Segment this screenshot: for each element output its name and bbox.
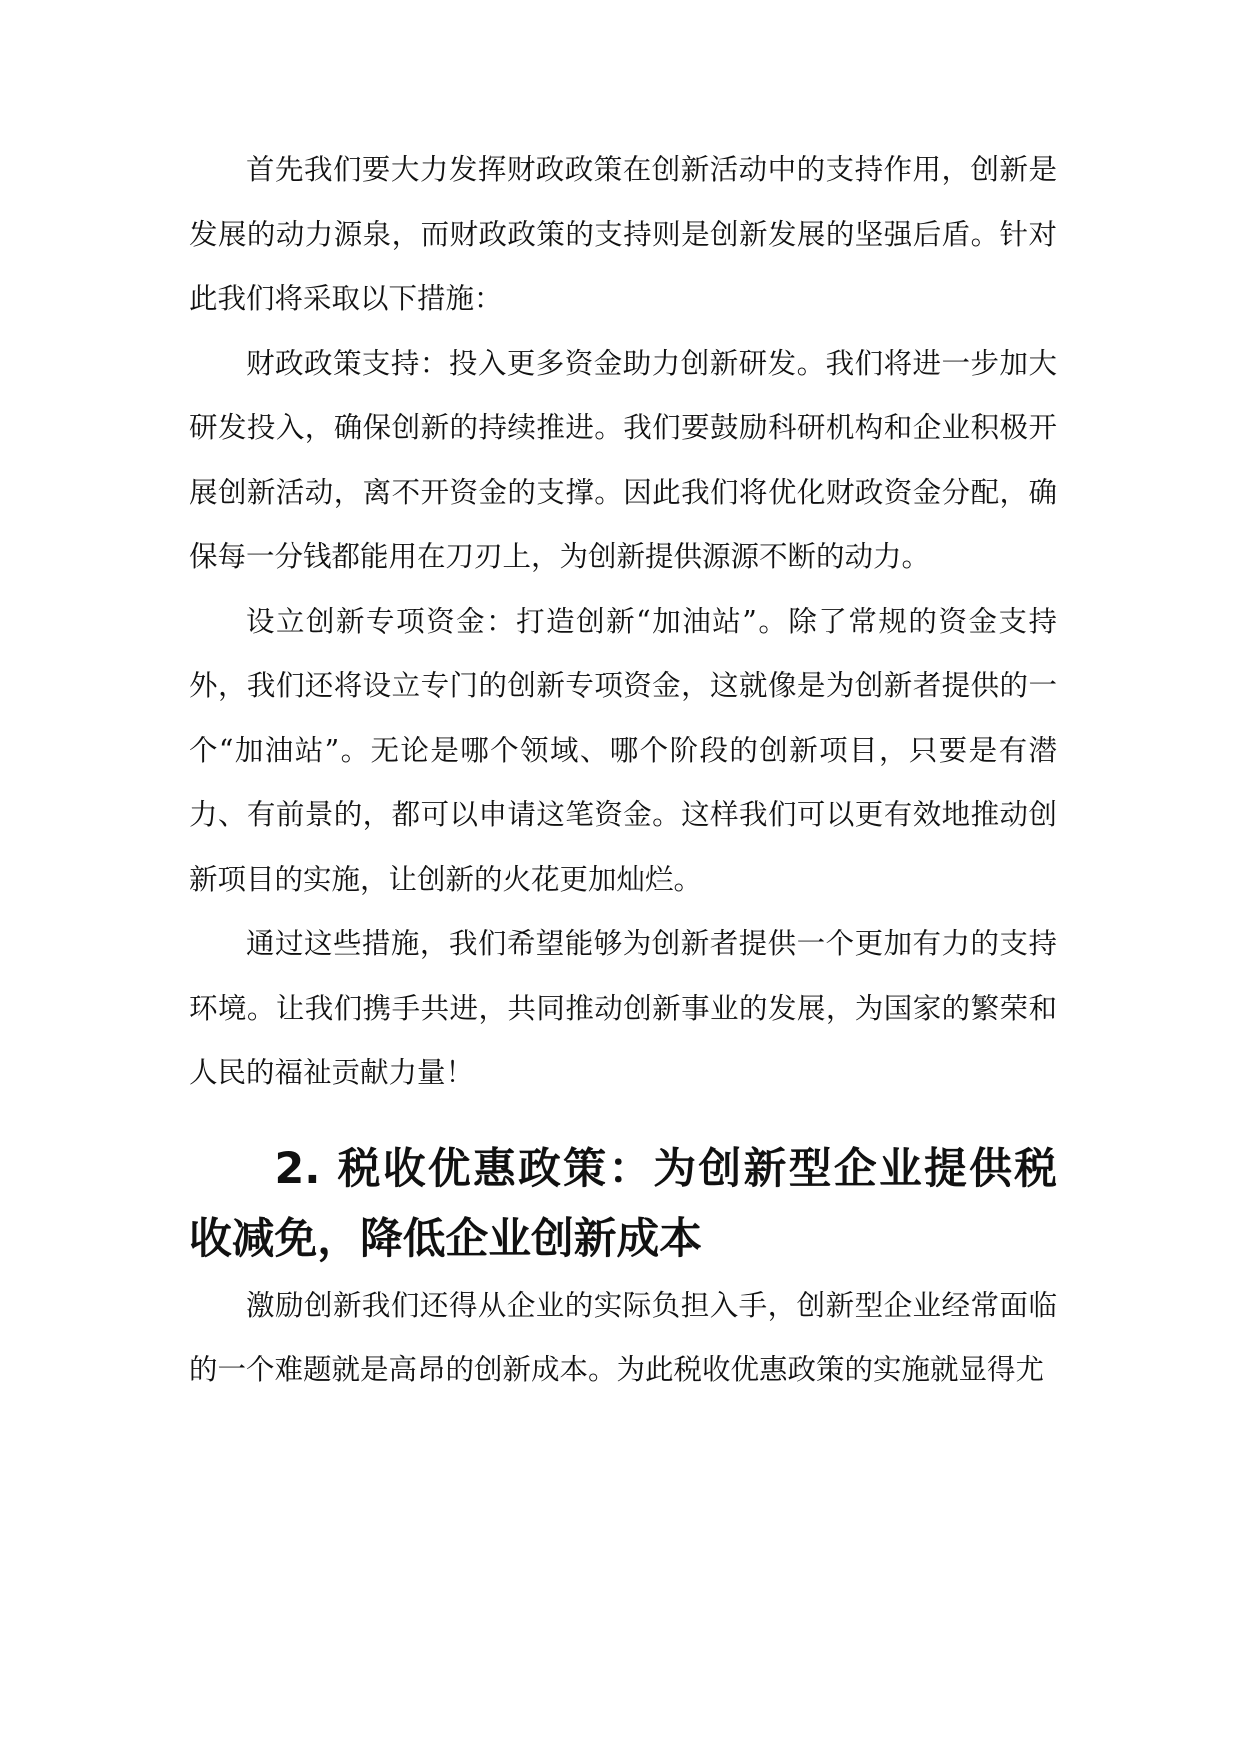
document-body — [189, 138, 1057, 1403]
paragraph-fiscal-support-intro: 首先我们要大力发挥财政政策在创新活动中的支持作用，创新是发展的动力源泉，而财政政策的支持则是创新发展的坚强后盾。针对此我们将采取以下措施： — [189, 153, 1057, 315]
paragraph-fiscal-policy-support: 财政政策支持：投入更多资金助力创新研发。我们将进一步加大研发投入，确保创新的持续推进。我们要鼓励科研机构和企业积极开展创新活动，离不开资金的支撑。因此我们将优化财政资金分配，确保每一分钱都能用在刀刃上，为创新提供源源不断的动力。 — [189, 346, 1057, 573]
section-heading-tax-incentives: 2. 税收优惠政策：为创新型企业提供税收减免，降低企业创新成本 — [189, 1143, 1057, 1264]
paragraph-conclusion: 通过这些措施，我们希望能够为创新者提供一个更加有力的支持环境。让我们携手共进，共同推动创新事业的发展，为国家的繁荣和人民的福祉贡献力量！ — [189, 927, 1057, 1089]
paragraph-tax-incentives-intro: 激励创新我们还得从企业的实际负担入手，创新型企业经常面临的一个难题就是高昂的创新成本。为此税收优惠政策的实施就显得尤 — [189, 1288, 1057, 1386]
paragraph-innovation-special-fund: 设立创新专项资金：打造创新“加油站”。除了常规的资金支持外，我们还将设立专门的创新专项资金，这就像是为创新者提供的一个“加油站”。无论是哪个领域、哪个阶段的创新项目，只要是有潜力、有前景的，都可以申请这笔资金。这样我们可以更有效地推动创新项目的实施，让创新的火花更加灿烂。 — [189, 604, 1057, 896]
